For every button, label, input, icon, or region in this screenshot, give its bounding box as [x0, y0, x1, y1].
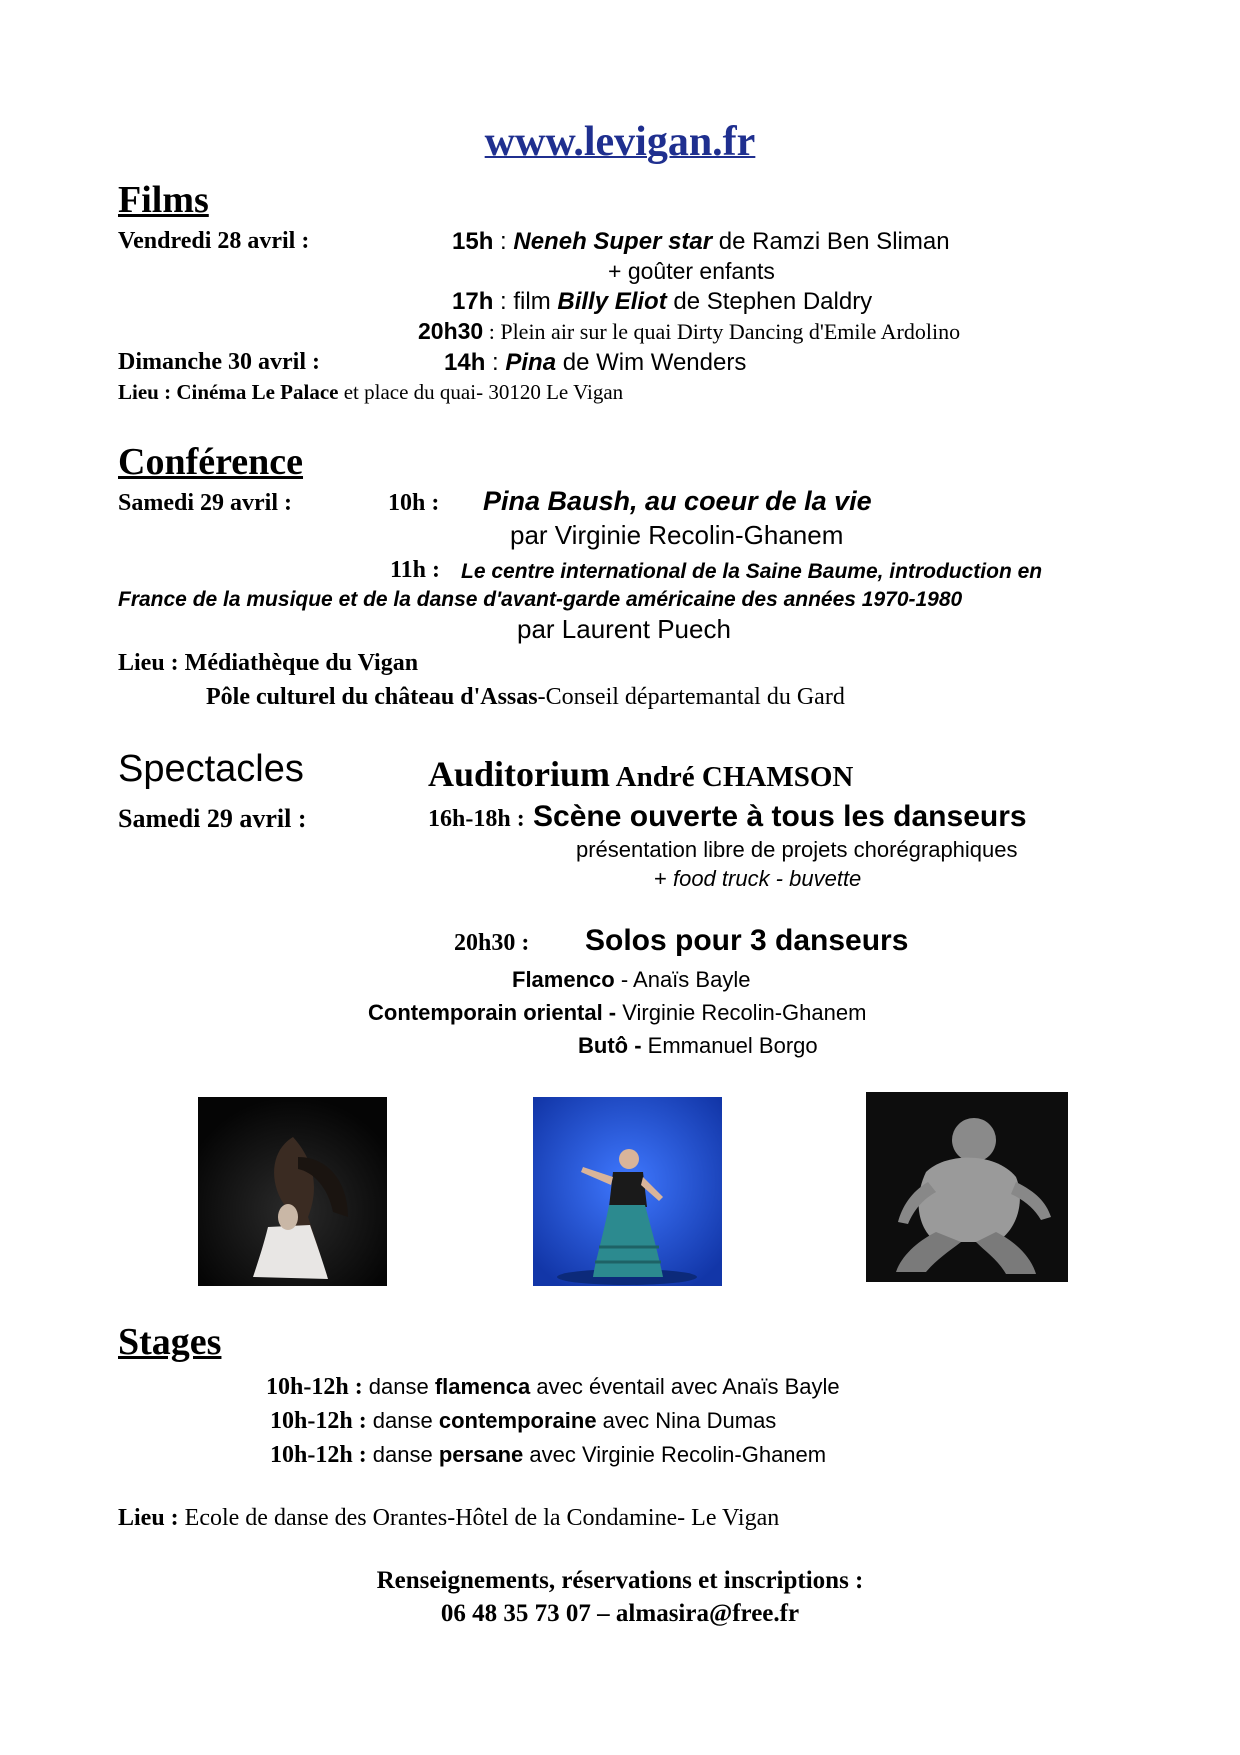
- show-2-time: 20h30 :: [454, 930, 530, 956]
- stage-time: 10h-12h :: [266, 1374, 363, 1400]
- film-screening-1: [452, 228, 950, 256]
- show-1-title: Scène ouverte à tous les danseurs: [524, 800, 1027, 833]
- films-place-rest: et place du quai- 30120 Le Vigan: [338, 380, 624, 404]
- stage-time: 10h-12h :: [270, 1442, 367, 1468]
- film-title: Billy Eliot: [557, 288, 667, 315]
- spectacles-venue: [428, 753, 853, 795]
- conference-place-2: [206, 684, 845, 711]
- stage-pre: danse: [366, 1408, 439, 1433]
- solo-style: Butô -: [578, 1033, 642, 1058]
- show-1-extra-text: food truck - buvette: [672, 866, 862, 891]
- stage-post: avec Nina Dumas: [596, 1408, 777, 1433]
- show-1: [428, 800, 1027, 834]
- conference-day: Samedi 29 avril :: [118, 490, 292, 516]
- stage-style: contemporaine: [438, 1408, 597, 1433]
- footer-info: Renseignements, réservations et inscriptions :: [376, 1567, 864, 1594]
- stage-post: avec éventail avec Anaïs Bayle: [530, 1374, 840, 1399]
- show-1-extra: [654, 866, 861, 892]
- stage-style: persane: [438, 1442, 524, 1467]
- film-director: de Ramzi Ben Sliman: [712, 228, 950, 255]
- footer-contact[interactable]: 06 48 35 73 07 – almasira@free.fr: [440, 1600, 800, 1627]
- films-day-friday: Vendredi 28 avril :: [118, 228, 310, 254]
- solo-dancer: Emmanuel Borgo: [641, 1033, 818, 1058]
- conference-2-title-a: Le centre international de la Saine Baume, introduction en: [461, 560, 1043, 583]
- photo-dancer-flamenco: [198, 1097, 387, 1286]
- film-screening-4: [444, 349, 746, 377]
- film-director: de Stephen Daldry: [666, 288, 873, 315]
- film-director: de Wim Wenders: [556, 349, 747, 376]
- film-screening-3: [418, 318, 960, 345]
- stages-place: [118, 1505, 779, 1532]
- solo-2: [368, 1000, 866, 1026]
- conference-2-title-b: France de la musique et de la danse d'avant-garde américaine des années 1970-1980: [118, 588, 963, 611]
- solo-dancer: Virginie Recolin-Ghanem: [616, 1000, 867, 1025]
- photo-dancer-buto: [866, 1092, 1068, 1282]
- films-day-sunday: Dimanche 30 avril :: [118, 349, 320, 375]
- show-1-plus: +: [654, 866, 673, 891]
- stage-pre: danse: [366, 1442, 439, 1467]
- conference-2-time: 11h :: [390, 557, 441, 583]
- conference-2-speaker: par Laurent Puech: [517, 614, 731, 644]
- conference-1-speaker: par Virginie Recolin-Ghanem: [510, 520, 844, 550]
- film-time: 15h: [452, 228, 494, 255]
- conference-place-bold: Pôle culturel du château d'Assas: [206, 684, 538, 710]
- stages-heading: Stages: [118, 1321, 222, 1363]
- conference-heading: Conférence: [118, 441, 304, 483]
- solo-dancer: - Anaïs Bayle: [614, 967, 751, 992]
- venue-name-a: Auditorium: [428, 754, 611, 794]
- solo-style: Flamenco: [512, 967, 615, 992]
- solo-3: [578, 1033, 818, 1059]
- solo-1: [512, 967, 750, 993]
- films-heading: Films: [118, 179, 209, 221]
- conference-place: Lieu : Médiathèque du Vigan: [118, 650, 419, 676]
- stage-row-1: [266, 1374, 840, 1401]
- spectacles-day: Samedi 29 avril :: [118, 804, 307, 833]
- films-place-label: Lieu : Cinéma Le Palace: [118, 380, 339, 404]
- film-time: 20h30: [418, 318, 484, 344]
- stage-time: 10h-12h :: [270, 1408, 367, 1434]
- show-1-time: 16h-18h :: [428, 806, 525, 832]
- film-title: Neneh Super star: [513, 228, 713, 255]
- film-sep: :: [485, 349, 506, 376]
- photo-dancer-oriental: [533, 1097, 722, 1286]
- show-2-title: Solos pour 3 danseurs: [585, 924, 909, 957]
- conference-1-title: Pina Baush, au coeur de la vie: [483, 486, 872, 516]
- conference-place-rest: -Conseil départemantal du Gard: [537, 684, 845, 710]
- film-screening-2: [452, 288, 872, 316]
- stage-post: avec Virginie Recolin-Ghanem: [523, 1442, 827, 1467]
- photo-dancer-oriental-art: [533, 1097, 722, 1286]
- film-extra: + goûter enfants: [608, 258, 775, 284]
- website-link[interactable]: www.levigan.fr: [484, 119, 756, 165]
- film-time: 14h: [444, 349, 486, 376]
- stage-style: flamenca: [434, 1374, 531, 1399]
- photo-dancer-flamenco-art: [198, 1097, 387, 1286]
- show-1-desc: présentation libre de projets chorégraphiques: [576, 837, 1018, 862]
- spectacles-heading: Spectacles: [118, 748, 304, 790]
- stage-row-3: [270, 1442, 826, 1469]
- film-prefix: : film: [493, 288, 558, 315]
- venue-name-b: André CHAMSON: [610, 761, 854, 793]
- films-place: [118, 380, 623, 405]
- stages-place-label: Lieu :: [118, 1505, 179, 1531]
- film-sep: :: [493, 228, 514, 255]
- solo-style: Contemporain oriental -: [368, 1000, 617, 1025]
- conference-1-time: 10h :: [388, 490, 440, 516]
- film-text: : Plein air sur le quai Dirty Dancing d'Emile Ardolino: [483, 319, 961, 344]
- stage-row-2: [270, 1408, 776, 1435]
- stage-pre: danse: [362, 1374, 435, 1399]
- film-title: Pina: [505, 349, 557, 376]
- stages-place-rest: Ecole de danse des Orantes-Hôtel de la Condamine- Le Vigan: [178, 1505, 780, 1531]
- photo-dancer-buto-art: [866, 1092, 1068, 1282]
- film-time: 17h: [452, 288, 494, 315]
